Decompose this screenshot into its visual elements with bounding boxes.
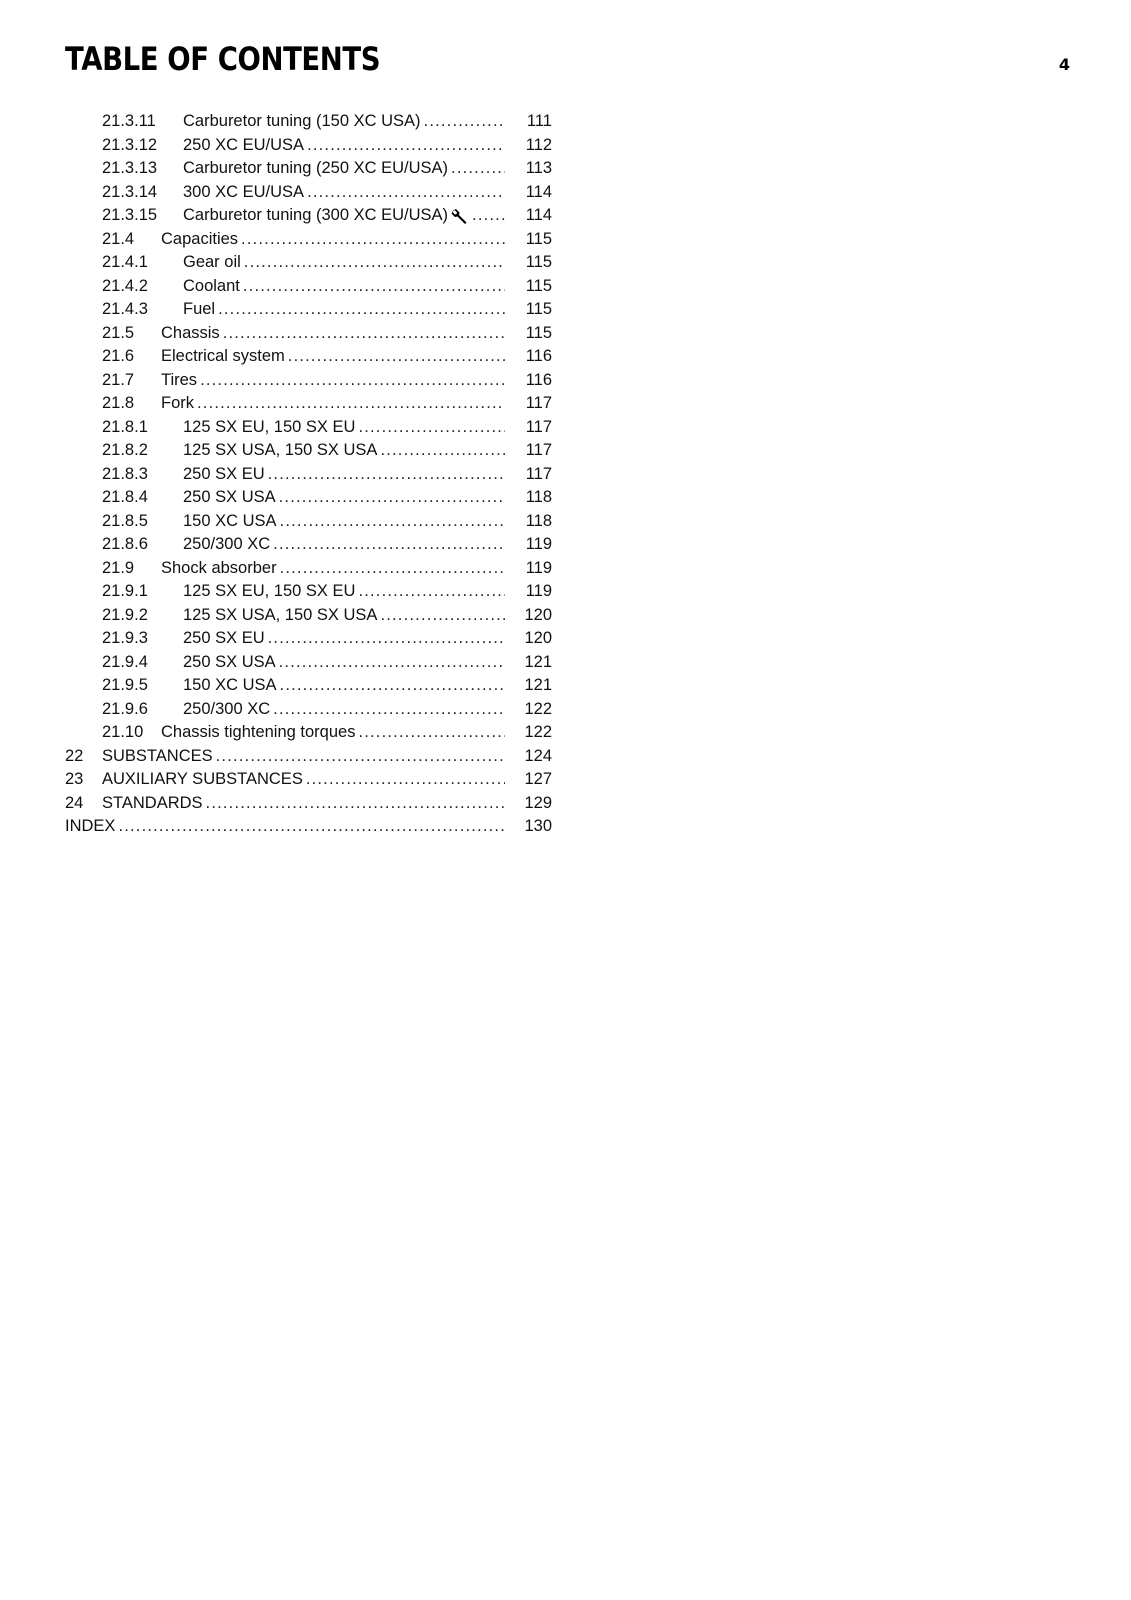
- toc-entry-number: 21.8.2: [102, 441, 148, 459]
- toc-dot-leader: [280, 557, 505, 581]
- toc-entry-number: 21.6: [102, 347, 135, 365]
- toc-entry[interactable]: [0, 533, 1131, 557]
- toc-entry-page: 112: [525, 135, 552, 154]
- toc-entry-number: 21.8.5: [102, 511, 148, 530]
- toc-entry-title: Carburetor tuning (150 XC USA): [183, 112, 421, 130]
- page-number: 4: [1058, 55, 1070, 74]
- toc-dot-leader: [206, 792, 505, 816]
- toc-entry[interactable]: [0, 392, 1131, 416]
- toc-entry-title-line: [161, 557, 505, 581]
- toc-entry-title: Shock absorber: [161, 558, 277, 577]
- toc-entry-page: 129: [524, 793, 552, 812]
- toc-entry-title-line: [102, 768, 505, 792]
- page-title: TABLE OF CONTENTS: [65, 40, 381, 78]
- toc-entry-title-line: [183, 698, 505, 722]
- toc-entry-title: 250 SX EU: [183, 464, 265, 483]
- toc-entry-title: 150 XC USA: [183, 676, 277, 694]
- toc-dot-leader: [244, 251, 505, 275]
- toc-entry[interactable]: [0, 322, 1131, 346]
- toc-dot-leader: [241, 228, 505, 252]
- toc-entry-page: 115: [525, 276, 552, 295]
- toc-entry-title-line: [183, 674, 505, 698]
- toc-entry-number: 21.9.3: [102, 629, 148, 647]
- toc-dot-leader: [307, 134, 505, 158]
- toc-entry-title-line: [161, 721, 505, 745]
- toc-entry-page: 120: [524, 629, 552, 647]
- toc-entry-title: 125 SX EU, 150 SX EU: [183, 582, 356, 600]
- toc-entry-number: 21.9.4: [102, 652, 148, 671]
- toc-entry-title: Electrical system: [161, 347, 285, 365]
- toc-entry-page: 117: [525, 417, 552, 436]
- toc-entry-page: 121: [524, 652, 552, 671]
- toc-entry-title: 125 SX EU, 150 SX EU: [183, 417, 356, 436]
- toc-entry-number: 21.8.3: [102, 464, 148, 483]
- toc-entry-number: 21.9: [102, 558, 135, 577]
- toc-entry-number: 21.3.13: [102, 159, 158, 177]
- toc-entry-page: 119: [525, 535, 552, 553]
- toc-entry-number: 22: [65, 746, 84, 765]
- toc-dot-leader: [243, 275, 505, 299]
- toc-entry-title-line: [183, 463, 505, 487]
- toc-entry-number: 21.8.4: [102, 488, 148, 506]
- toc-entry-page: 122: [524, 723, 552, 741]
- toc-entry[interactable]: [0, 745, 1131, 769]
- toc-entry[interactable]: [0, 345, 1131, 369]
- toc-entry-title-line: [183, 439, 505, 463]
- toc-entry-title: INDEX: [65, 817, 116, 835]
- toc-entry-number: 21.5: [102, 323, 135, 342]
- toc-entry-title-line: [161, 392, 505, 416]
- toc-entry[interactable]: [0, 416, 1131, 440]
- toc-entry-number: 21.3.11: [102, 112, 156, 130]
- toc-entry-title-line: [183, 204, 505, 228]
- toc-entry-title: Carburetor tuning (250 XC EU/USA): [183, 159, 449, 177]
- toc-entry-title-line: [183, 416, 505, 440]
- toc-entry-page: 118: [525, 488, 552, 506]
- toc-entry-page: 117: [525, 464, 552, 483]
- toc-entry-number: 21.8.1: [102, 417, 148, 436]
- toc-entry-title: Tires: [161, 370, 198, 389]
- toc-entry[interactable]: [0, 463, 1131, 487]
- toc-entry[interactable]: [0, 228, 1131, 252]
- toc-dot-leader: [279, 651, 505, 675]
- toc-entry[interactable]: [0, 439, 1131, 463]
- toc-entry[interactable]: [0, 275, 1131, 299]
- toc-entry-title: Fuel: [183, 300, 216, 318]
- toc-entry-number: 21.9.6: [102, 699, 148, 718]
- toc-entry-page: 119: [525, 582, 552, 600]
- toc-dot-leader: [451, 157, 505, 181]
- toc-entry-page: 122: [524, 699, 552, 718]
- toc-entry[interactable]: [0, 557, 1131, 581]
- toc-entry-number: 21.9.5: [102, 676, 148, 694]
- toc-entry-title-line: [183, 651, 505, 675]
- toc-entry-title: Chassis: [161, 323, 220, 342]
- toc-entry[interactable]: [0, 721, 1131, 745]
- toc-entry-page: 113: [525, 159, 552, 177]
- toc-entry-number: 24: [65, 793, 84, 812]
- toc-entry-title: 250 SX USA: [183, 652, 276, 671]
- toc-entry-title: 250 SX USA: [183, 488, 276, 506]
- toc-entry-title-line: [161, 345, 505, 369]
- toc-entry[interactable]: [0, 698, 1131, 722]
- toc-entry[interactable]: [0, 651, 1131, 675]
- toc-entry-title-line: [183, 157, 505, 181]
- toc-dot-leader: [223, 322, 505, 346]
- toc-entry-title-line: [161, 322, 505, 346]
- toc-entry-title: 250/300 XC: [183, 535, 271, 553]
- toc-entry-number: 21.7: [102, 370, 135, 389]
- toc-entry-number: 21.9.1: [102, 582, 148, 600]
- toc-entry[interactable]: [0, 580, 1131, 604]
- toc-entry-page: 118: [525, 511, 552, 530]
- toc-dot-leader: [280, 674, 505, 698]
- toc-entry-title-line: [183, 110, 505, 134]
- toc-entry-title: 300 XC EU/USA: [183, 182, 305, 201]
- toc-entry-title-line: [183, 533, 505, 557]
- toc-entry-number: 21.3.15: [102, 206, 158, 224]
- toc-entry-number: 21.3.12: [102, 135, 158, 154]
- toc-entry-page: 130: [524, 817, 552, 835]
- toc-entry-title: 250/300 XC: [183, 699, 271, 718]
- toc-entry-title-line: [183, 298, 505, 322]
- toc-entry-number: 21.4.2: [102, 276, 148, 295]
- toc-dot-leader: [273, 533, 505, 557]
- toc-entry-title-line: [102, 792, 505, 816]
- toc-entry[interactable]: [0, 134, 1131, 158]
- toc-entry-page: 115: [525, 229, 552, 248]
- toc-entry-page: 124: [524, 746, 552, 765]
- toc-entry-title: Fork: [161, 394, 194, 412]
- toc-dot-leader: [268, 627, 505, 651]
- toc-entry[interactable]: [0, 510, 1131, 534]
- toc-entry-number: 21.4: [102, 229, 135, 248]
- toc-dot-leader: [288, 345, 505, 369]
- toc-entry-page: 119: [525, 558, 552, 577]
- toc-entry-number: 21.10: [102, 723, 144, 741]
- toc-entry-title-line: [183, 134, 505, 158]
- toc-entry-title: 250 XC EU/USA: [183, 135, 305, 154]
- toc-dot-leader: [472, 204, 505, 228]
- toc-entry[interactable]: [0, 369, 1131, 393]
- toc-entry-title-line: [183, 251, 505, 275]
- toc-entry-title-line: [65, 815, 505, 839]
- toc-dot-leader: [279, 486, 505, 510]
- toc-entry[interactable]: [0, 815, 1131, 839]
- toc-entry-number: 21.8: [102, 394, 135, 412]
- toc-entry-title-line: [161, 369, 505, 393]
- toc-entry[interactable]: [0, 486, 1131, 510]
- table-of-contents: [0, 110, 1131, 839]
- toc-entry-page: 111: [526, 112, 552, 130]
- toc-dot-leader: [307, 181, 505, 205]
- toc-dot-leader: [306, 768, 505, 792]
- toc-dot-leader: [273, 698, 505, 722]
- toc-dot-leader: [280, 510, 505, 534]
- toc-dot-leader: [380, 439, 505, 463]
- toc-dot-leader: [218, 298, 505, 322]
- toc-entry-number: 21.9.2: [102, 605, 148, 624]
- toc-entry-number: 21.4.3: [102, 300, 148, 318]
- toc-entry[interactable]: [0, 792, 1131, 816]
- toc-entry-title: Carburetor tuning (300 XC EU/USA): [183, 206, 449, 224]
- toc-entry-title: Chassis tightening torques: [161, 723, 356, 741]
- toc-entry-title-line: [183, 486, 505, 510]
- toc-entry-title: STANDARDS: [102, 793, 203, 812]
- toc-entry-title: AUXILIARY SUBSTANCES: [102, 770, 303, 788]
- toc-entry-page: 114: [525, 206, 552, 224]
- toc-dot-leader: [380, 604, 505, 628]
- toc-entry-title: 125 SX USA, 150 SX USA: [183, 441, 378, 459]
- toc-entry[interactable]: [0, 157, 1131, 181]
- toc-entry-page: 115: [525, 323, 552, 342]
- toc-entry[interactable]: [0, 251, 1131, 275]
- toc-dot-leader: [268, 463, 505, 487]
- toc-dot-leader: [118, 815, 505, 839]
- toc-dot-leader: [197, 392, 505, 416]
- toc-entry[interactable]: [0, 768, 1131, 792]
- toc-entry[interactable]: [0, 204, 1131, 228]
- toc-entry[interactable]: [0, 674, 1131, 698]
- toc-entry-number: 23: [65, 770, 84, 788]
- toc-entry-page: 116: [525, 370, 552, 389]
- toc-dot-leader: [358, 580, 505, 604]
- toc-entry[interactable]: [0, 604, 1131, 628]
- toc-entry-title-line: [183, 181, 505, 205]
- toc-entry-title-line: [183, 510, 505, 534]
- toc-dot-leader: [424, 110, 505, 134]
- toc-entry-number: 21.4.1: [102, 253, 148, 271]
- toc-entry-page: 117: [525, 394, 552, 412]
- toc-entry-title-line: [183, 627, 505, 651]
- toc-entry-title-line: [102, 745, 505, 769]
- toc-entry[interactable]: [0, 110, 1131, 134]
- toc-entry-page: 121: [524, 676, 552, 694]
- toc-entry-title-line: [183, 275, 505, 299]
- toc-dot-leader: [200, 369, 505, 393]
- toc-entry-title: Capacities: [161, 229, 239, 248]
- toc-entry[interactable]: [0, 181, 1131, 205]
- toc-entry[interactable]: [0, 298, 1131, 322]
- toc-entry-title: 250 SX EU: [183, 629, 265, 647]
- toc-entry-page: 115: [525, 253, 552, 271]
- toc-entry-page: 116: [525, 347, 552, 365]
- toc-entry-page: 127: [524, 770, 552, 788]
- toc-entry-title-line: [183, 580, 505, 604]
- toc-entry-number: 21.8.6: [102, 535, 148, 553]
- toc-dot-leader: [216, 745, 505, 769]
- toc-entry-page: 120: [524, 605, 552, 624]
- toc-entry-page: 117: [525, 441, 552, 459]
- toc-entry-title: SUBSTANCES: [102, 746, 213, 765]
- toc-entry-title-line: [161, 228, 505, 252]
- toc-entry-page: 115: [525, 300, 552, 318]
- toc-entry-title: Coolant: [183, 276, 240, 295]
- toc-entry-title: Gear oil: [183, 253, 241, 271]
- toc-entry-title-line: [183, 604, 505, 628]
- wrench-icon: [451, 208, 469, 224]
- toc-dot-leader: [358, 416, 505, 440]
- toc-entry-page: 114: [525, 182, 552, 201]
- toc-entry[interactable]: [0, 627, 1131, 651]
- toc-entry-title: 150 XC USA: [183, 511, 277, 530]
- toc-dot-leader: [358, 721, 505, 745]
- toc-entry-number: 21.3.14: [102, 182, 158, 201]
- toc-entry-title: 125 SX USA, 150 SX USA: [183, 605, 378, 624]
